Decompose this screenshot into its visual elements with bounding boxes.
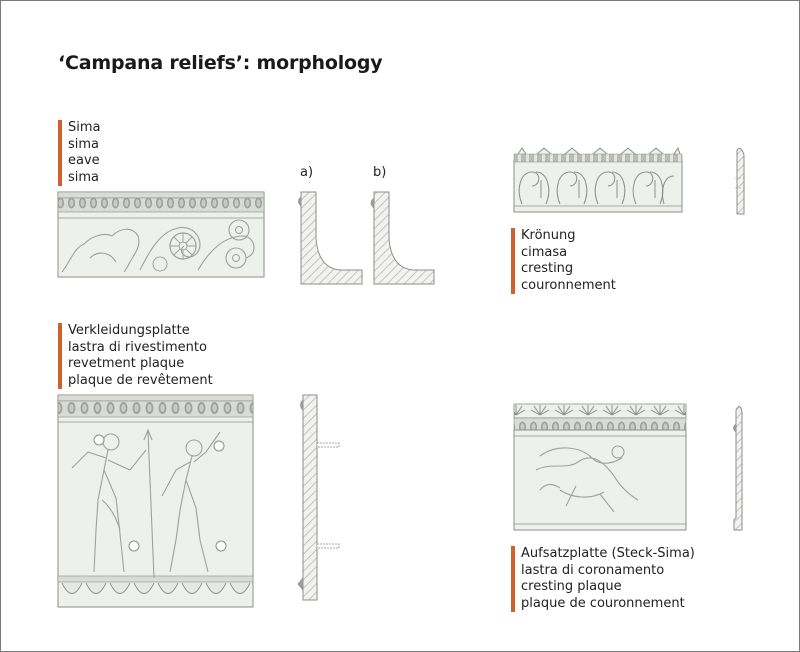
- revetment-label-en: revetment plaque: [68, 356, 185, 371]
- cresting-plaque-drawing: [514, 404, 686, 530]
- sima-profile-b: [371, 192, 434, 284]
- cresting-plaque-label-it: lastra di coronamento: [521, 562, 665, 578]
- cresting-plaque-label-de: Aufsatzplatte (Steck-Sima): [521, 546, 695, 561]
- cresting-label-de: Krönung: [521, 228, 576, 243]
- profile-b-label: b): [373, 165, 387, 180]
- revetment-label-it: lastra di rivestimento: [68, 339, 207, 355]
- cresting-drawing: [514, 148, 682, 212]
- cresting-profile: [737, 148, 744, 214]
- cresting-label-it: cimasa: [521, 244, 568, 260]
- cresting-label-fr: couronnement: [521, 277, 616, 293]
- sima-plaque-drawing: [58, 192, 264, 277]
- cresting-plaque-label-fr: plaque de couronnement: [521, 595, 685, 611]
- sima-label-en: eave: [68, 153, 100, 168]
- nail-hole-icon: [214, 441, 224, 451]
- sima-profile-a: [299, 192, 363, 284]
- nail-hole-icon: [129, 541, 139, 551]
- sima-label-de: Sima: [68, 120, 101, 135]
- revetment-label-fr: plaque de revêtement: [68, 372, 213, 388]
- cresting-label-en: cresting: [521, 261, 574, 276]
- sima-label-it: sima: [68, 136, 100, 152]
- revetment-label-de: Verkleidungsplatte: [68, 323, 190, 338]
- nail-hole-icon: [94, 435, 104, 445]
- sima-label-fr: sima: [68, 169, 100, 185]
- cresting-plaque-profile: [734, 406, 743, 530]
- profile-a-label: a): [300, 165, 314, 180]
- page-title: ‘Campana reliefs’: morphology: [58, 52, 383, 74]
- revetment-profile: [298, 395, 339, 600]
- revetment-plaque-drawing: [58, 395, 253, 607]
- nail-hole-icon: [216, 541, 226, 551]
- cresting-plaque-label-en: cresting plaque: [521, 579, 622, 594]
